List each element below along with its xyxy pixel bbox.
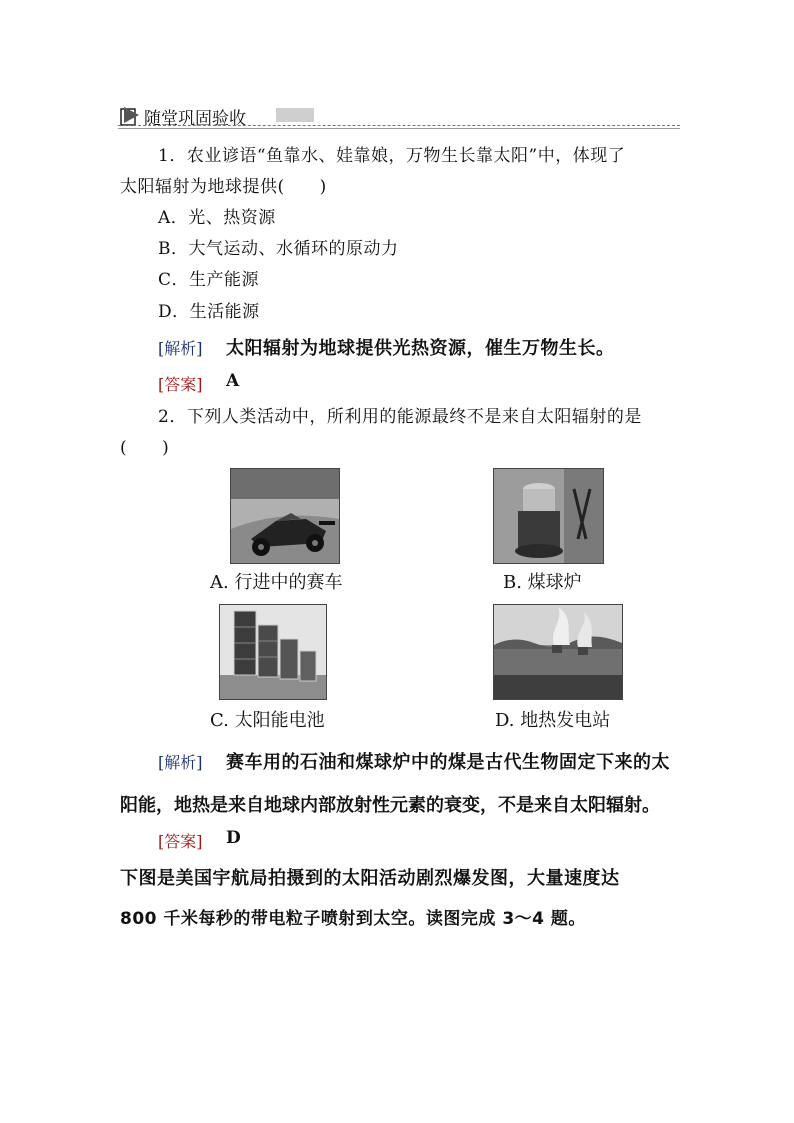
q1-stem-line2: 太阳辐射为地球提供( ) [120, 177, 327, 197]
q1-option-c: C．生产能源 [158, 270, 260, 290]
coal-stove-photo [493, 468, 604, 564]
race-car-photo [230, 468, 340, 564]
q1-answer: A [226, 371, 240, 391]
q2-answer-tag: [答案] [158, 832, 203, 851]
caption-geothermal: D. 地热发电站 [495, 710, 611, 731]
q2-analysis-tag: [解析] [158, 753, 203, 772]
q2-analysis-line2: 阳能，地热是来自地球内部放射性元素的衰变，不是来自太阳辐射。 [120, 795, 660, 816]
q1-option-a: A．光、热资源 [158, 208, 276, 228]
q1-answer-tag: [答案] [158, 375, 203, 394]
q2-stem-line1: 2．下列人类活动中，所利用的能源最终不是来自太阳辐射的是 [158, 407, 642, 427]
caption-solar-cell: C. 太阳能电池 [210, 710, 325, 731]
intro-line1: 下图是美国宇航局拍摄到的太阳活动剧烈爆发图，大量速度达 [120, 868, 620, 889]
header-decoration [276, 108, 314, 122]
q2-stem-line2: ( ) [120, 438, 170, 458]
caption-race-car: A. 行进中的赛车 [210, 572, 343, 593]
caption-coal-stove: B. 煤球炉 [503, 572, 582, 593]
q1-analysis-tag: [解析] [158, 339, 203, 358]
q1-option-b: B．大气运动、水循环的原动力 [158, 239, 399, 259]
q1-option-d: D．生活能源 [158, 302, 260, 322]
q1-stem-line1: 1．农业谚语“鱼靠水、娃靠娘，万物生长靠太阳”中，体现了 [158, 146, 626, 166]
geothermal-station-photo [493, 604, 623, 700]
solar-panel-photo [219, 604, 327, 700]
section-header [118, 104, 680, 129]
q2-answer: D [226, 828, 242, 848]
arrow-box-icon [120, 106, 140, 126]
q1-analysis: 太阳辐射为地球提供光热资源，催生万物生长。 [226, 338, 615, 359]
intro-line2: 800 千米每秒的带电粒子喷射到太空。读图完成 3～4 题。 [120, 909, 586, 929]
q2-analysis-line1: 赛车用的石油和煤球炉中的煤是古代生物固定下来的太 [226, 752, 670, 773]
section-title: 随堂巩固验收 [144, 109, 246, 129]
